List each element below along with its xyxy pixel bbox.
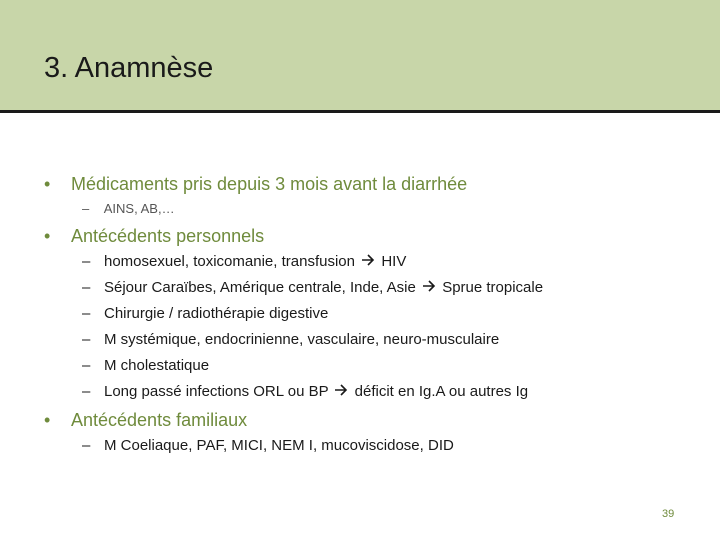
right-arrow-icon: [361, 252, 375, 272]
page-number: 39: [662, 508, 675, 520]
slide-title: 3. Anamnèse: [44, 52, 214, 84]
dash-icon: –: [82, 383, 91, 400]
section-heading-personal-history: Antécédents personnels: [71, 226, 265, 246]
bullet-icon: •: [44, 174, 51, 194]
dash-icon: –: [82, 305, 91, 322]
section-heading-medications: Médicaments pris depuis 3 mois avant la diarrhée: [71, 174, 468, 194]
list-item: Long passé infections ORL ou BP déficit en Ig.A ou autres Ig: [104, 383, 529, 400]
list-item: M systémique, endocrinienne, vasculaire, neuro-musculaire: [104, 331, 500, 348]
list-item-medications: – AINS, AB,…: [82, 201, 175, 216]
list-item: M cholestatique: [104, 357, 210, 374]
dash-icon: –: [82, 253, 91, 270]
list-item: Chirurgie / radiothérapie digestive: [104, 305, 329, 322]
dash-icon: –: [82, 201, 90, 216]
list-item: Séjour Caraïbes, Amérique centrale, Inde, Asie Sprue tropicale: [104, 279, 544, 296]
bullet-icon: •: [44, 226, 51, 246]
right-arrow-icon: [422, 278, 436, 298]
dash-icon: –: [82, 331, 91, 348]
list-item: M Coeliaque, PAF, MICI, NEM I, mucoviscidose, DID: [104, 437, 454, 454]
right-arrow-icon: [334, 382, 348, 402]
dash-icon: –: [82, 279, 91, 296]
list-item: homosexuel, toxicomanie, transfusion HIV: [104, 253, 407, 270]
dash-icon: –: [82, 437, 91, 454]
bullet-icon: •: [44, 410, 51, 430]
section-heading-family-history: Antécédents familiaux: [71, 410, 248, 430]
dash-icon: –: [82, 357, 91, 374]
